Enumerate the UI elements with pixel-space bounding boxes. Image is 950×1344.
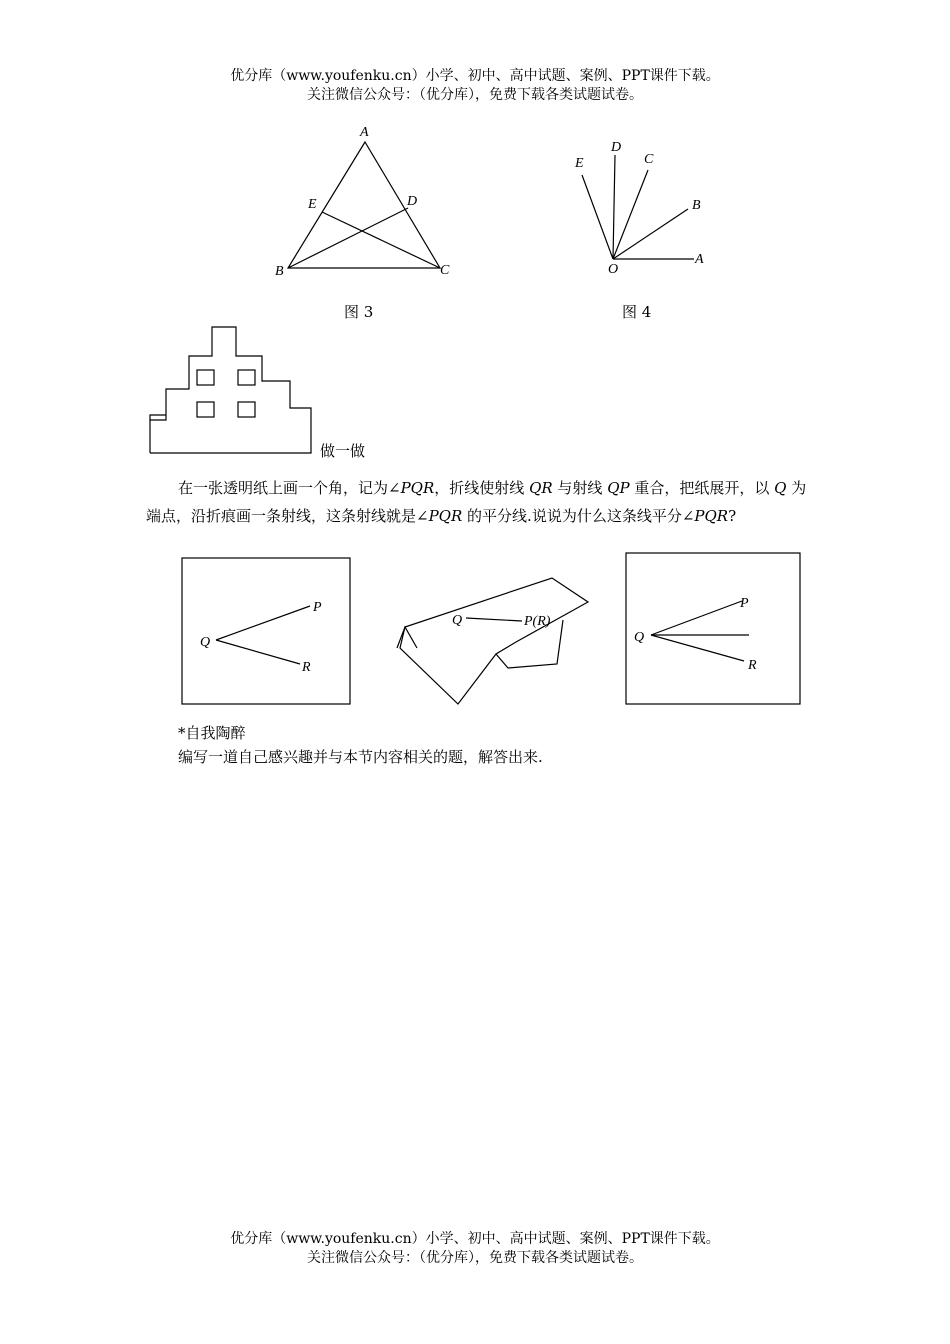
label-r-fig1: R bbox=[302, 660, 311, 675]
ray-OC bbox=[613, 170, 648, 259]
label-E: E bbox=[308, 197, 317, 212]
ray-qr: QR bbox=[529, 479, 553, 497]
label-q-fig2: Q bbox=[452, 613, 463, 628]
ray-OD bbox=[613, 155, 615, 259]
label-O: O bbox=[608, 262, 619, 277]
activity-paragraph bbox=[146, 474, 808, 530]
label-A: A bbox=[360, 125, 369, 140]
segment-ce bbox=[322, 212, 440, 268]
window-3 bbox=[197, 402, 214, 417]
ray-qp-fig3 bbox=[651, 601, 742, 635]
activity-text-4: 重合，把纸展开，以 bbox=[629, 479, 775, 497]
window-1 bbox=[197, 370, 214, 385]
window-4 bbox=[238, 402, 255, 417]
folded-ray bbox=[466, 618, 522, 621]
label-q-fig1: Q bbox=[200, 635, 211, 650]
label-p-fig3: P bbox=[740, 596, 749, 611]
activity-text-2: ，折线使射线 bbox=[434, 479, 530, 497]
building-step-detail bbox=[150, 415, 166, 420]
page-footer bbox=[0, 1230, 950, 1268]
paper-frame-3 bbox=[626, 553, 800, 704]
activity-text-1: 在一张透明纸上画一个角，记为 bbox=[178, 479, 389, 497]
stepped-building-figure bbox=[145, 325, 320, 457]
activity-label: 做一做 bbox=[320, 442, 366, 460]
figure-4-rays bbox=[570, 135, 715, 280]
label-C4: C bbox=[644, 152, 654, 167]
label-A4: A bbox=[695, 252, 704, 267]
fold-figure-1 bbox=[180, 556, 354, 708]
label-D4: D bbox=[611, 140, 622, 155]
fold-figure-3 bbox=[624, 551, 804, 708]
figure-3-caption: 图 3 bbox=[344, 303, 374, 321]
label-p-fig1: P bbox=[313, 600, 322, 615]
label-B: B bbox=[275, 264, 284, 279]
label-pr-fig2: P(R) bbox=[524, 614, 551, 629]
label-q-fig3: Q bbox=[634, 630, 645, 645]
self-section bbox=[178, 721, 543, 769]
ray-qr-fig1 bbox=[216, 640, 300, 664]
header-line-2: 关注微信公众号：（优分库），免费下载各类试题试卷。 bbox=[307, 87, 643, 103]
ray-qp-fig1 bbox=[216, 606, 310, 640]
window-2 bbox=[238, 370, 255, 385]
paper-frame-1 bbox=[182, 558, 350, 704]
activity-text-5: 为端点，沿折痕画一条射线，这条射线就是 bbox=[146, 479, 807, 525]
self-text: 编写一道自己感兴趣并与本节内容相关的题，解答出来. bbox=[178, 748, 543, 766]
fold-figure-2 bbox=[392, 572, 592, 710]
ray-qp: QP bbox=[607, 479, 630, 497]
ray-OB bbox=[613, 209, 688, 259]
activity-text-7: ? bbox=[728, 507, 737, 525]
label-r-fig3: R bbox=[748, 658, 757, 673]
building-outline bbox=[150, 327, 311, 453]
angle-pqr-3: ∠PQR bbox=[681, 507, 729, 525]
header-line-1: 优分库（www.youfenku.cn）小学、初中、高中试题、案例、PPT课件下载。 bbox=[230, 68, 720, 84]
label-B4: B bbox=[692, 198, 701, 213]
figure-3-triangle bbox=[270, 120, 460, 285]
ray-qr-fig3 bbox=[651, 635, 744, 661]
point-q: Q bbox=[774, 479, 787, 497]
activity-text-6: 的平分线.说说为什么这条线平分 bbox=[462, 507, 682, 525]
label-E4: E bbox=[575, 156, 584, 171]
footer-line-2: 关注微信公众号：（优分库），免费下载各类试题试卷。 bbox=[307, 1250, 643, 1266]
label-D: D bbox=[407, 194, 418, 209]
angle-pqr-2: ∠PQR bbox=[416, 507, 463, 525]
label-C: C bbox=[440, 263, 450, 278]
self-title: *自我陶醉 bbox=[178, 724, 246, 742]
activity-text-3: 与射线 bbox=[552, 479, 608, 497]
figure-4-caption: 图 4 bbox=[622, 303, 652, 321]
angle-pqr-1: ∠PQR bbox=[388, 479, 435, 497]
fold-flap-left bbox=[397, 627, 417, 648]
ray-OE bbox=[582, 175, 613, 259]
page-header bbox=[0, 67, 950, 105]
footer-line-1: 优分库（www.youfenku.cn）小学、初中、高中试题、案例、PPT课件下载。 bbox=[230, 1231, 720, 1247]
